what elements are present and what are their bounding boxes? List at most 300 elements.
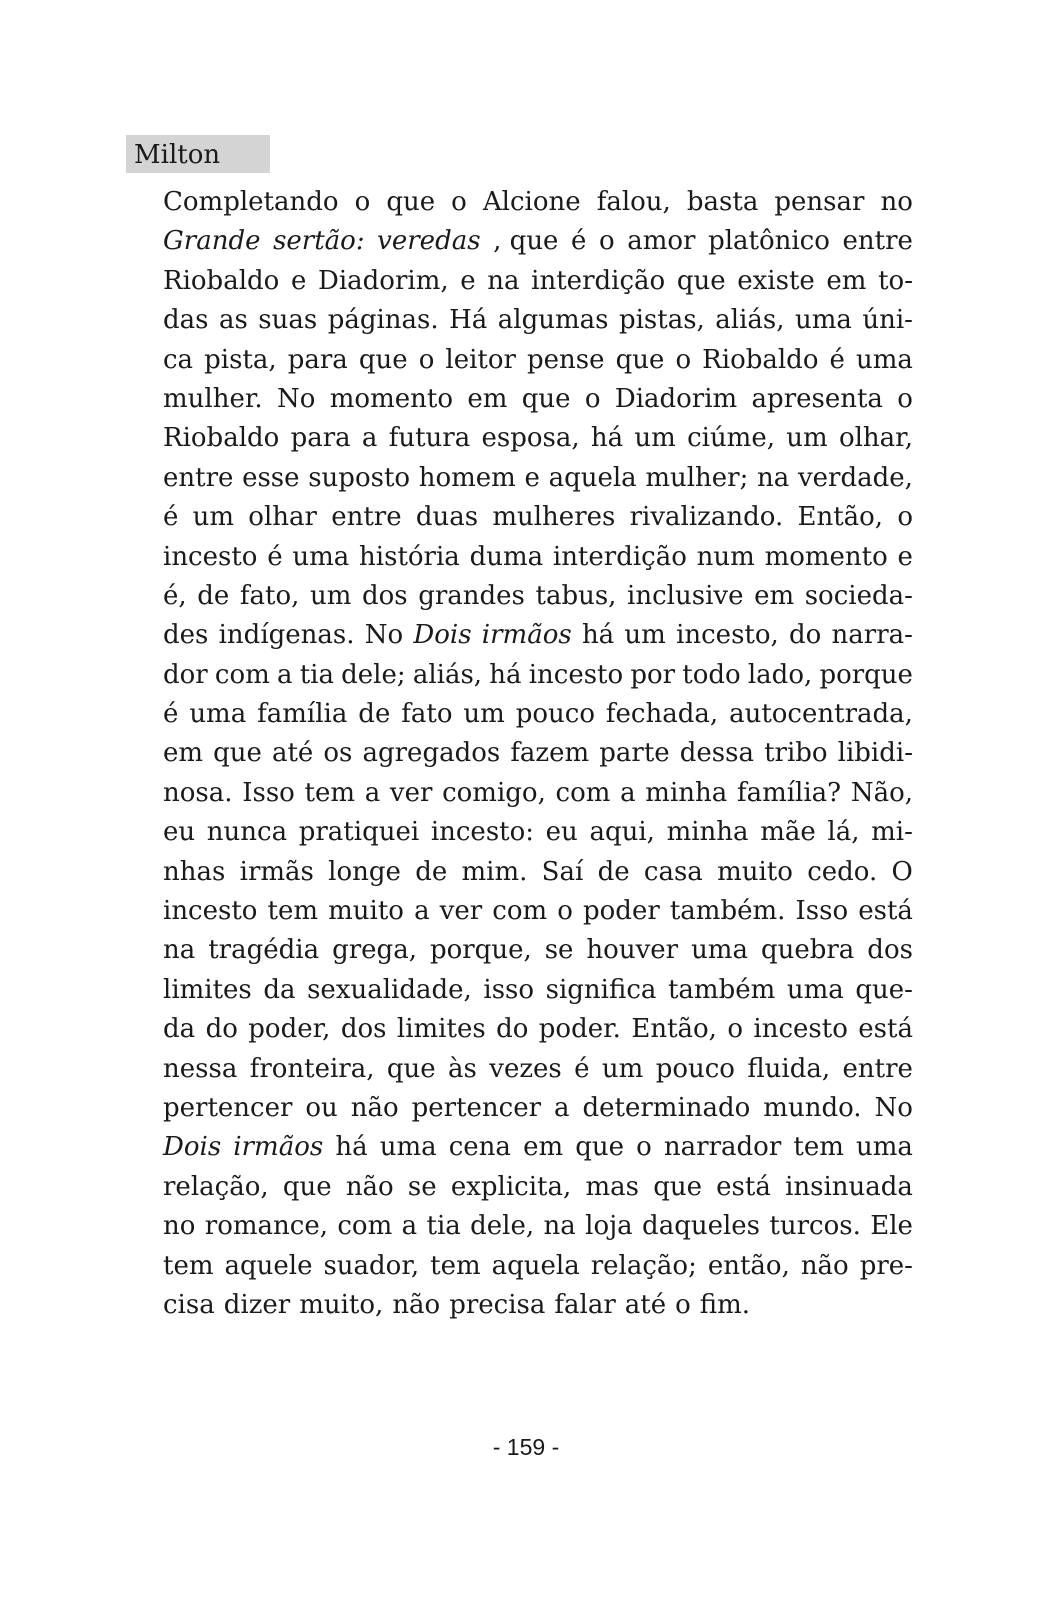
word: pista, bbox=[204, 344, 277, 375]
word: platônico bbox=[708, 226, 830, 257]
word: explicita, bbox=[450, 1171, 572, 1202]
word: fim. bbox=[699, 1289, 751, 1320]
word: suas bbox=[258, 305, 318, 336]
word: Ele bbox=[870, 1211, 913, 1242]
word: mundo. bbox=[763, 1092, 862, 1123]
word: nunca bbox=[206, 817, 288, 848]
word: a bbox=[364, 777, 381, 808]
word: pouco bbox=[515, 699, 595, 730]
text-line bbox=[163, 183, 913, 222]
word: duma bbox=[469, 541, 544, 572]
word: dizer bbox=[223, 1289, 291, 1320]
word: O bbox=[891, 856, 913, 887]
word: pistas, bbox=[618, 305, 705, 336]
word: um bbox=[463, 699, 505, 730]
text-line bbox=[163, 1089, 913, 1128]
word: família bbox=[257, 699, 348, 730]
word: duas bbox=[415, 502, 479, 533]
word: Então, bbox=[797, 502, 884, 533]
word: sexualidade, bbox=[307, 974, 472, 1005]
word: fluida, bbox=[747, 1053, 831, 1084]
word: muito bbox=[717, 856, 793, 887]
word: daqueles bbox=[642, 1211, 761, 1242]
text-line bbox=[163, 577, 913, 616]
word: na bbox=[163, 935, 196, 966]
word: o bbox=[451, 187, 467, 217]
word: dessa bbox=[679, 738, 754, 769]
word: mulher; bbox=[645, 462, 749, 493]
text-line bbox=[163, 656, 913, 695]
word: rivalizando. bbox=[629, 502, 784, 533]
word: da bbox=[263, 974, 296, 1005]
word: No bbox=[277, 383, 316, 414]
word: quebra bbox=[760, 935, 855, 966]
word: um bbox=[192, 502, 235, 533]
word: é bbox=[571, 226, 587, 257]
word: incesto bbox=[753, 1014, 848, 1045]
word: que bbox=[386, 187, 436, 217]
word: com bbox=[492, 896, 548, 927]
word: às bbox=[448, 1053, 477, 1084]
word: Riobaldo bbox=[163, 423, 280, 454]
word: uma bbox=[189, 699, 247, 730]
word: não bbox=[800, 1250, 849, 1281]
word: ver bbox=[389, 777, 433, 808]
word: a bbox=[361, 423, 378, 454]
word: uma bbox=[691, 935, 748, 966]
text-line bbox=[163, 341, 913, 380]
word: aquele bbox=[224, 1250, 313, 1281]
word: entre bbox=[842, 226, 913, 257]
text-line bbox=[163, 774, 913, 813]
word: de bbox=[597, 856, 630, 887]
word: des bbox=[163, 620, 209, 651]
word: limites bbox=[396, 1014, 486, 1045]
word: está bbox=[716, 1171, 771, 1202]
word: não bbox=[392, 1289, 441, 1320]
word: em bbox=[523, 1132, 564, 1163]
word: olhar bbox=[248, 502, 317, 533]
text-line bbox=[163, 1168, 913, 1207]
word: turcos. bbox=[769, 1211, 861, 1242]
word: dos bbox=[867, 935, 913, 966]
word: na bbox=[487, 265, 520, 296]
word: pertencer bbox=[163, 1092, 293, 1123]
word: mulher. bbox=[163, 383, 263, 414]
word: autocentrada, bbox=[729, 699, 913, 730]
word: o bbox=[599, 226, 615, 257]
word: muito bbox=[328, 896, 404, 927]
word: Saí bbox=[541, 856, 584, 887]
word: que bbox=[521, 383, 571, 414]
word: uma bbox=[795, 305, 852, 336]
word: então, bbox=[707, 1250, 790, 1281]
word: , que bbox=[493, 226, 559, 257]
word: de bbox=[358, 699, 391, 730]
word: ca bbox=[163, 344, 194, 375]
word: e bbox=[460, 265, 476, 296]
word: entre bbox=[331, 502, 402, 533]
word: tia bbox=[299, 659, 334, 690]
word: que bbox=[282, 1171, 332, 1202]
word: narra- bbox=[831, 620, 913, 651]
word: fronteira, bbox=[249, 1053, 375, 1084]
word: fato bbox=[401, 699, 453, 730]
word: Então, bbox=[631, 1014, 717, 1045]
word: existe bbox=[737, 265, 815, 296]
word: o bbox=[727, 1014, 744, 1045]
word: tem bbox=[304, 777, 355, 808]
word: porque bbox=[819, 659, 913, 690]
word: do bbox=[205, 1014, 238, 1045]
word: que bbox=[653, 1171, 702, 1202]
word: interdição bbox=[552, 541, 687, 572]
text-line bbox=[163, 459, 913, 498]
word: amor bbox=[627, 226, 696, 257]
word: o bbox=[354, 187, 371, 217]
word: suposto bbox=[308, 462, 411, 493]
word: lá, bbox=[827, 817, 860, 848]
word: loja bbox=[585, 1211, 633, 1242]
word: até bbox=[624, 1289, 667, 1320]
word: esposa, bbox=[481, 423, 580, 454]
word: e bbox=[897, 541, 913, 572]
text-line bbox=[163, 1010, 913, 1049]
word: a bbox=[414, 896, 430, 927]
text-line bbox=[163, 695, 913, 734]
word: a bbox=[401, 1211, 418, 1242]
word: longe bbox=[328, 856, 401, 887]
word: interdição bbox=[531, 265, 666, 296]
word: grandes bbox=[418, 580, 525, 611]
word: Diadorim bbox=[614, 383, 738, 414]
word: momento bbox=[764, 541, 888, 572]
word: momento bbox=[329, 383, 453, 414]
word: é bbox=[163, 502, 179, 533]
word: das bbox=[163, 305, 209, 336]
word: limites bbox=[163, 974, 252, 1005]
word: Não, bbox=[850, 777, 913, 808]
word: Isso bbox=[242, 777, 295, 808]
word: por bbox=[630, 659, 676, 690]
word: a bbox=[276, 659, 293, 690]
word: basta bbox=[686, 187, 759, 217]
word: na bbox=[757, 462, 790, 493]
word: incesto: bbox=[430, 817, 535, 848]
word: dos bbox=[340, 1014, 387, 1045]
word: pratiquei bbox=[298, 817, 420, 848]
word: também bbox=[667, 974, 776, 1005]
word: está bbox=[858, 1014, 913, 1045]
word: esse bbox=[242, 462, 300, 493]
word: também. bbox=[669, 896, 786, 927]
word: nhas bbox=[163, 856, 226, 887]
text-line bbox=[163, 1247, 913, 1286]
speaker-label: Milton bbox=[126, 135, 270, 173]
word: família? bbox=[736, 777, 842, 808]
text-line bbox=[163, 853, 913, 892]
word: algumas bbox=[497, 305, 609, 336]
word: páginas. bbox=[327, 305, 439, 336]
word: com bbox=[555, 777, 611, 808]
word: suador, bbox=[323, 1250, 420, 1281]
word: em bbox=[163, 738, 204, 769]
word: sertão: bbox=[273, 226, 365, 257]
word: incesto, bbox=[676, 620, 779, 651]
word: minha bbox=[645, 777, 728, 808]
text-line bbox=[163, 380, 913, 419]
word: romance, bbox=[204, 1211, 328, 1242]
word: lado, bbox=[747, 659, 813, 690]
word: pre- bbox=[859, 1250, 913, 1281]
word: uma bbox=[856, 344, 913, 375]
word: dos bbox=[361, 580, 408, 611]
word: uma bbox=[856, 1132, 913, 1163]
word: se bbox=[407, 1171, 437, 1202]
word: eu bbox=[163, 817, 196, 848]
text-line bbox=[163, 813, 913, 852]
text-line bbox=[163, 1128, 913, 1167]
word: pensar bbox=[774, 187, 865, 217]
word: tem bbox=[267, 896, 319, 927]
word: vezes bbox=[489, 1053, 562, 1084]
word: um bbox=[634, 423, 676, 454]
word: homem bbox=[418, 462, 516, 493]
word: há bbox=[590, 423, 624, 454]
word: poder. bbox=[538, 1014, 621, 1045]
word: no bbox=[163, 1211, 196, 1242]
word: dele, bbox=[470, 1211, 535, 1242]
text-line bbox=[163, 892, 913, 931]
word: um bbox=[786, 423, 828, 454]
word: o bbox=[418, 344, 435, 375]
word: Alcione bbox=[482, 187, 581, 217]
word: há bbox=[489, 659, 522, 690]
word: uma bbox=[292, 541, 350, 572]
word: precisa bbox=[449, 1289, 546, 1320]
word: é bbox=[829, 344, 845, 375]
word: e bbox=[290, 265, 307, 296]
word: falou, bbox=[596, 187, 671, 217]
word: o bbox=[636, 1132, 652, 1163]
word: o bbox=[675, 344, 692, 375]
word: o bbox=[675, 1289, 691, 1320]
word: dor bbox=[163, 659, 208, 690]
word: irmãos bbox=[233, 1132, 324, 1163]
word: aqui, bbox=[589, 817, 655, 848]
word: para bbox=[287, 344, 348, 375]
word: os bbox=[323, 738, 353, 769]
word: está bbox=[858, 896, 913, 927]
word: to- bbox=[878, 265, 913, 296]
word: do bbox=[789, 620, 822, 651]
word: houver bbox=[586, 935, 679, 966]
word: poder, bbox=[248, 1014, 331, 1045]
word: não bbox=[350, 1092, 399, 1123]
word: para bbox=[290, 423, 351, 454]
word: significa bbox=[545, 974, 657, 1005]
word: Riobaldo bbox=[163, 265, 280, 296]
word: na bbox=[543, 1211, 576, 1242]
word: olhar, bbox=[838, 423, 913, 454]
word: que bbox=[386, 1053, 436, 1084]
text-line bbox=[163, 1286, 913, 1325]
word: tabus, bbox=[535, 580, 617, 611]
word: dele; bbox=[341, 659, 406, 690]
word: aquela bbox=[491, 1250, 580, 1281]
word: incesto bbox=[528, 659, 624, 690]
word: verdade, bbox=[797, 462, 913, 493]
word: pense bbox=[527, 344, 605, 375]
word: Diadorim, bbox=[317, 265, 449, 296]
word: úni- bbox=[862, 305, 913, 336]
word: a bbox=[620, 777, 636, 808]
word: o bbox=[897, 383, 913, 414]
word: ou bbox=[305, 1092, 338, 1123]
word: Dois bbox=[163, 1132, 222, 1163]
word: minha bbox=[666, 817, 749, 848]
text-line bbox=[163, 498, 913, 537]
word: leitor bbox=[445, 344, 516, 375]
word: tragédia bbox=[208, 935, 320, 966]
word: irmãs bbox=[239, 856, 314, 887]
word: o bbox=[557, 896, 573, 927]
word: o bbox=[584, 383, 601, 414]
word: socieda- bbox=[804, 580, 913, 611]
word: Isso bbox=[795, 896, 849, 927]
word: a bbox=[554, 1092, 570, 1123]
word: mulheres bbox=[492, 502, 616, 533]
word: que bbox=[575, 1132, 625, 1163]
word: um bbox=[309, 580, 352, 611]
word: inclusive bbox=[627, 580, 744, 611]
word: uma bbox=[379, 1132, 437, 1163]
word: é bbox=[163, 699, 179, 730]
word: é, bbox=[163, 580, 187, 611]
text-line bbox=[163, 262, 913, 301]
word: de bbox=[415, 856, 448, 887]
word: do bbox=[496, 1014, 529, 1045]
word: agregados bbox=[362, 738, 501, 769]
word: cedo. bbox=[807, 856, 878, 887]
word: entre bbox=[842, 1053, 913, 1084]
word: relação, bbox=[163, 1171, 269, 1202]
word: no bbox=[880, 187, 913, 217]
word: narrador bbox=[663, 1132, 782, 1163]
word: mas bbox=[585, 1171, 639, 1202]
word: é bbox=[574, 1053, 590, 1084]
word: o bbox=[897, 502, 913, 533]
word: aquela bbox=[548, 462, 637, 493]
word: parte bbox=[599, 738, 670, 769]
word: incesto bbox=[163, 896, 258, 927]
text-line bbox=[163, 419, 913, 458]
word: relação; bbox=[590, 1250, 697, 1281]
word: em bbox=[467, 383, 508, 414]
text-line bbox=[163, 538, 913, 577]
word: Grande bbox=[163, 226, 261, 257]
word: se bbox=[544, 935, 574, 966]
word: tem bbox=[163, 1250, 214, 1281]
word: tem bbox=[430, 1250, 481, 1281]
word: da bbox=[163, 1014, 196, 1045]
word: indígenas. bbox=[218, 620, 355, 651]
word: todo bbox=[682, 659, 741, 690]
page-number: - 159 - bbox=[492, 1434, 560, 1460]
word: fechada, bbox=[605, 699, 719, 730]
word: muito, bbox=[299, 1289, 384, 1320]
text-line bbox=[163, 971, 913, 1010]
word: No bbox=[874, 1092, 913, 1123]
word: veredas bbox=[377, 226, 481, 257]
word: irmãos bbox=[481, 620, 572, 651]
word: cisa bbox=[163, 1289, 215, 1320]
word: que bbox=[213, 738, 262, 769]
word: determinado bbox=[582, 1092, 751, 1123]
word: tia bbox=[426, 1211, 461, 1242]
word: isso bbox=[483, 974, 535, 1005]
word: fazem bbox=[510, 738, 590, 769]
word: porque, bbox=[429, 935, 532, 966]
word: com bbox=[337, 1211, 393, 1242]
word: mãe bbox=[760, 817, 816, 848]
word: aliás, bbox=[715, 305, 785, 336]
word: que bbox=[615, 344, 665, 375]
word: em bbox=[826, 265, 867, 296]
word: mi- bbox=[871, 817, 913, 848]
word: aliás, bbox=[412, 659, 483, 690]
word: Riobaldo bbox=[702, 344, 819, 375]
word: nosa. bbox=[163, 777, 233, 808]
word: de bbox=[197, 580, 230, 611]
text-line bbox=[163, 301, 913, 340]
word: Completando bbox=[163, 187, 339, 217]
word: eu bbox=[545, 817, 578, 848]
word: não bbox=[345, 1171, 394, 1202]
word: um bbox=[624, 620, 666, 651]
word: história bbox=[359, 541, 460, 572]
word: que bbox=[676, 265, 726, 296]
word: poder bbox=[583, 896, 660, 927]
word: tribo bbox=[764, 738, 828, 769]
word: entre bbox=[163, 462, 234, 493]
word: até bbox=[271, 738, 314, 769]
word: ciúme, bbox=[687, 423, 775, 454]
word: com bbox=[214, 659, 270, 690]
word: tem bbox=[793, 1132, 844, 1163]
dialogue-paragraph bbox=[163, 183, 913, 1325]
text-line bbox=[163, 222, 913, 261]
word: e bbox=[524, 462, 540, 493]
text-line bbox=[163, 616, 913, 655]
text-line bbox=[163, 1050, 913, 1089]
word: libidi- bbox=[837, 738, 913, 769]
word: fato, bbox=[239, 580, 300, 611]
word: um bbox=[601, 1053, 644, 1084]
word: No bbox=[364, 620, 404, 651]
word: há bbox=[581, 620, 615, 651]
word: apresenta bbox=[751, 383, 883, 414]
word: uma bbox=[786, 974, 844, 1005]
word: pouco bbox=[655, 1053, 735, 1084]
word: insinuada bbox=[785, 1171, 913, 1202]
word: é bbox=[267, 541, 283, 572]
word: comigo, bbox=[442, 777, 546, 808]
word: grega, bbox=[332, 935, 417, 966]
word: mim. bbox=[461, 856, 528, 887]
word: falar bbox=[554, 1289, 616, 1320]
word: num bbox=[696, 541, 755, 572]
